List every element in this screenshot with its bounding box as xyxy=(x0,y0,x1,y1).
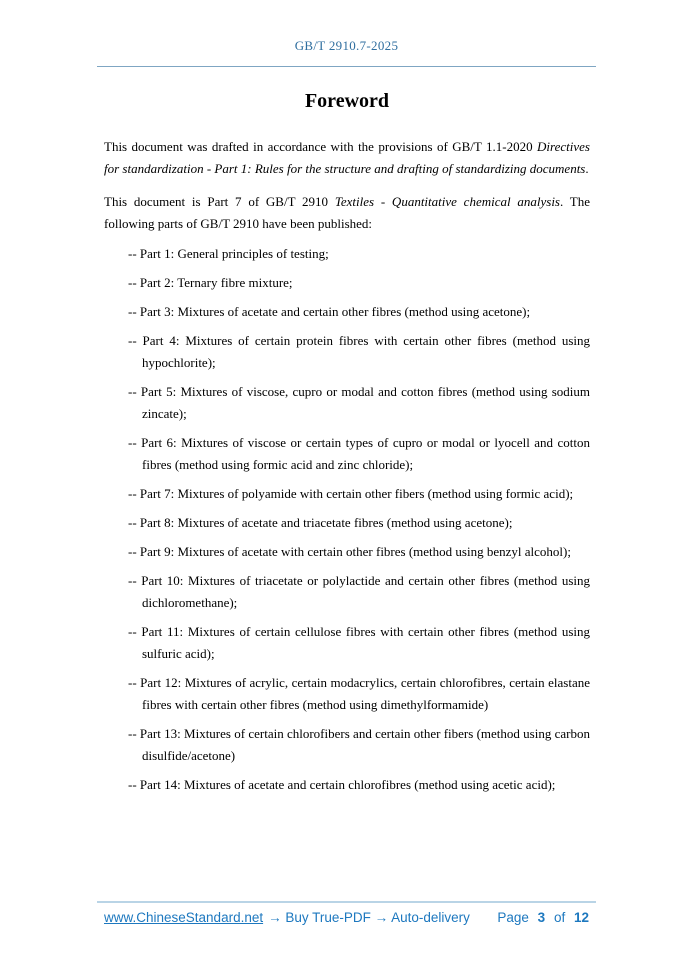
page-header xyxy=(0,0,693,67)
text-run: . The following parts of GB/T 2910 have been published: xyxy=(104,194,590,231)
part-list-item: -- Part 13: Mixtures of certain chlorofibers and certain other fibers (method using carbon disulfide/acetone) xyxy=(128,726,590,763)
header-divider xyxy=(97,66,596,67)
current-page-number: 3 xyxy=(537,910,546,925)
part-list-item: -- Part 9: Mixtures of acetate with certain other fibres (method using benzyl alcohol); xyxy=(128,544,571,559)
part-list-item: -- Part 2: Ternary fibre mixture; xyxy=(128,275,293,290)
part-list-item: -- Part 12: Mixtures of acrylic, certain modacrylics, certain chlorofibres, certain elastane fibres with certain other fibres (method using dimethylformamide) xyxy=(128,675,590,712)
part-list-item: -- Part 1: General principles of testing; xyxy=(128,246,329,261)
part-list-item: -- Part 7: Mixtures of polyamide with certain other fibers (method using formic acid); xyxy=(128,486,574,501)
text-run: This document is Part 7 of GB/T 2910 xyxy=(104,194,335,209)
page-content xyxy=(104,88,590,796)
italic-text-run: Textiles - Quantitative chemical analysis xyxy=(334,194,560,209)
part-list-item: -- Part 4: Mixtures of certain protein fibres with certain other fibres (method using hypochlorite); xyxy=(128,333,590,370)
total-page-number: 12 xyxy=(573,910,589,925)
page-number-indicator xyxy=(497,910,589,925)
part-list-item: -- Part 10: Mixtures of triacetate or polylactide and certain other fibres (method using dichloromethane); xyxy=(128,573,590,610)
part-list-item: -- Part 8: Mixtures of acetate and triacetate fibres (method using acetone); xyxy=(128,515,513,530)
standard-code: GB/T 2910.7-2025 xyxy=(294,38,399,53)
page-title: Foreword xyxy=(304,90,390,112)
website-link[interactable]: www.ChineseStandard.net xyxy=(104,910,264,925)
text-run: This document was drafted in accordance with the provisions of GB/T 1.1-2020 xyxy=(104,139,538,154)
footer-promo xyxy=(104,910,470,925)
footer-divider xyxy=(97,901,596,903)
page-label: Page xyxy=(497,910,529,925)
part-list-item: -- Part 11: Mixtures of certain cellulose fibres with certain other fibres (method using sulfuric acid); xyxy=(128,624,590,661)
of-label: of xyxy=(553,910,566,925)
text-run: . xyxy=(585,161,589,176)
italic-text-run: Directives for standardization - Part 1: Rules for the structure and drafting of standardizing documents xyxy=(104,139,590,176)
part-list-item: -- Part 5: Mixtures of viscose, cupro or modal and cotton fibres (method using sodium zincate); xyxy=(128,384,590,421)
paragraph-drafting-provisions xyxy=(104,136,590,180)
footer-promo-text: → Buy True-PDF → Auto-delivery xyxy=(268,910,470,925)
part-list-item: -- Part 14: Mixtures of acetate and certain chlorofibres (method using acetic acid); xyxy=(128,777,556,792)
published-parts-list xyxy=(104,243,590,796)
paragraph-part-of-series xyxy=(104,191,590,235)
footer-row xyxy=(97,910,596,925)
part-list-item: -- Part 3: Mixtures of acetate and certain other fibres (method using acetone); xyxy=(128,304,531,319)
page-footer xyxy=(97,901,596,925)
part-list-item: -- Part 6: Mixtures of viscose or certain types of cupro or modal or lyocell and cotton fibres (method using formic acid and zinc chloride); xyxy=(128,435,590,472)
